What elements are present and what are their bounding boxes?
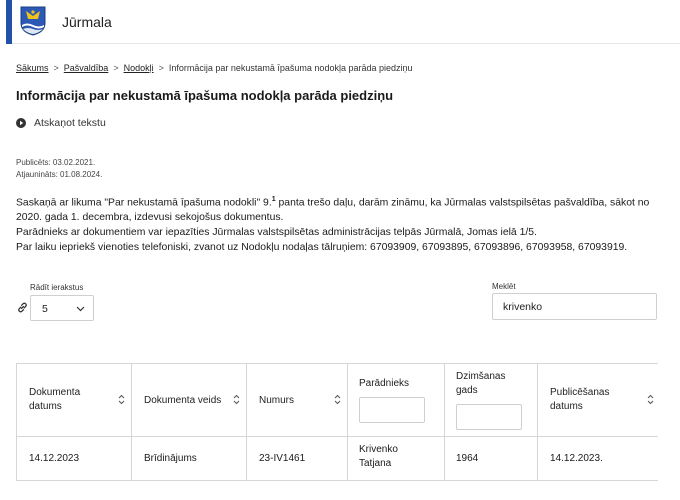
breadcrumb-taxes[interactable]: Nodokļi — [123, 63, 154, 73]
paragraph-text: panta trešo daļu, darām zināmu, ka Jūrmalas valstspilsētas pašvaldība, sākot no 2020. gada 1. decembra, izdevusi sekojošus dokumentus. — [16, 197, 650, 224]
header-divider — [12, 43, 680, 44]
site-name[interactable]: Jūrmala — [62, 14, 112, 30]
show-entries-label: Rādīt ierakstus — [30, 283, 84, 292]
results-table — [16, 363, 658, 481]
cell-debtor — [348, 437, 445, 480]
sort-icon[interactable] — [118, 394, 125, 405]
header-label: Publicēšanas datums — [550, 387, 610, 412]
header-label: Dokumenta veids — [144, 395, 222, 406]
header-label: Dokumenta datums — [29, 387, 81, 412]
chevron-down-icon — [76, 306, 85, 312]
cell-publication-date — [538, 437, 658, 480]
page-title: Informācija par nekustamā īpašuma nodokļa parāda piedziņu — [16, 88, 394, 103]
table-row — [17, 437, 658, 481]
jurmala-coat-of-arms-icon[interactable] — [20, 6, 46, 36]
play-circle-icon — [16, 118, 26, 128]
cell-text: 1964 — [456, 453, 479, 464]
cell-document-type — [132, 437, 247, 480]
debtor-filter-input[interactable] — [359, 397, 425, 423]
breadcrumb-separator: > — [53, 63, 59, 73]
cell-text: Krivenko Tatjana — [359, 444, 398, 469]
cell-text: Brīdinājums — [144, 453, 197, 464]
paragraph: Parādnieks ar dokumentiem var iepazīties Jūrmalas valstspilsētas administrācijas telpās Jūrmalā, Jomas ielā 1/5. — [16, 227, 537, 239]
cell-text: 14.12.2023 — [29, 453, 80, 464]
breadcrumb-municipality[interactable]: Pašvaldība — [63, 63, 109, 73]
breadcrumb-separator: > — [158, 63, 164, 73]
paragraph-text: Saskaņā ar likuma "Par nekustamā īpašuma nodokli" 9. — [16, 197, 272, 209]
sort-icon[interactable] — [334, 394, 341, 405]
cell-number — [247, 437, 348, 480]
search-label: Meklēt — [492, 282, 516, 291]
sort-icon[interactable] — [233, 394, 240, 405]
published-date: Publicēts: 03.02.2021. — [16, 158, 96, 167]
listen-label: Atskaņot tekstu — [34, 117, 106, 129]
table-header-row — [17, 364, 658, 437]
column-header-debtor — [348, 364, 445, 436]
header-label: Parādnieks — [359, 378, 410, 389]
paragraph: Par laiku iepriekš vienoties telefoniski, zvanot uz Nodokļu nodaļas tālruņiem: 67093909, 67093895, 67093896, 67093958, 67093919. — [16, 242, 628, 254]
paragraph — [16, 192, 676, 225]
column-header-document-type[interactable] — [132, 364, 247, 436]
cell-birth-year — [445, 437, 538, 480]
birth-year-filter-input[interactable] — [456, 404, 522, 430]
listen-button[interactable] — [16, 116, 106, 130]
column-header-number[interactable] — [247, 364, 348, 436]
site-header — [0, 0, 680, 44]
page-size-select[interactable] — [30, 295, 94, 321]
column-header-document-date[interactable] — [17, 364, 132, 436]
header-label: Numurs — [259, 395, 295, 406]
superscript: 1 — [271, 196, 276, 203]
column-header-birth-year — [445, 364, 538, 436]
breadcrumb-current: Informācija par nekustamā īpašuma nodokļa parāda piedziņu — [168, 63, 413, 73]
breadcrumb-home[interactable]: Sākums — [16, 63, 49, 73]
cell-text: 14.12.2023. — [550, 453, 603, 464]
breadcrumb — [16, 63, 413, 73]
breadcrumb-separator: > — [113, 63, 119, 73]
header-label: Dzimšanas gads — [456, 371, 506, 396]
header-accent-bar — [6, 0, 12, 44]
article-body — [16, 192, 676, 255]
search-input[interactable] — [492, 293, 657, 320]
column-header-publication-date[interactable] — [538, 364, 658, 436]
link-icon[interactable] — [17, 302, 28, 313]
cell-document-date — [17, 437, 132, 480]
page-size-value: 5 — [42, 303, 48, 315]
cell-text: 23-IV1461 — [259, 453, 306, 464]
sort-icon[interactable] — [647, 394, 654, 405]
updated-date: Atjaunināts: 01.08.2024. — [16, 170, 103, 179]
